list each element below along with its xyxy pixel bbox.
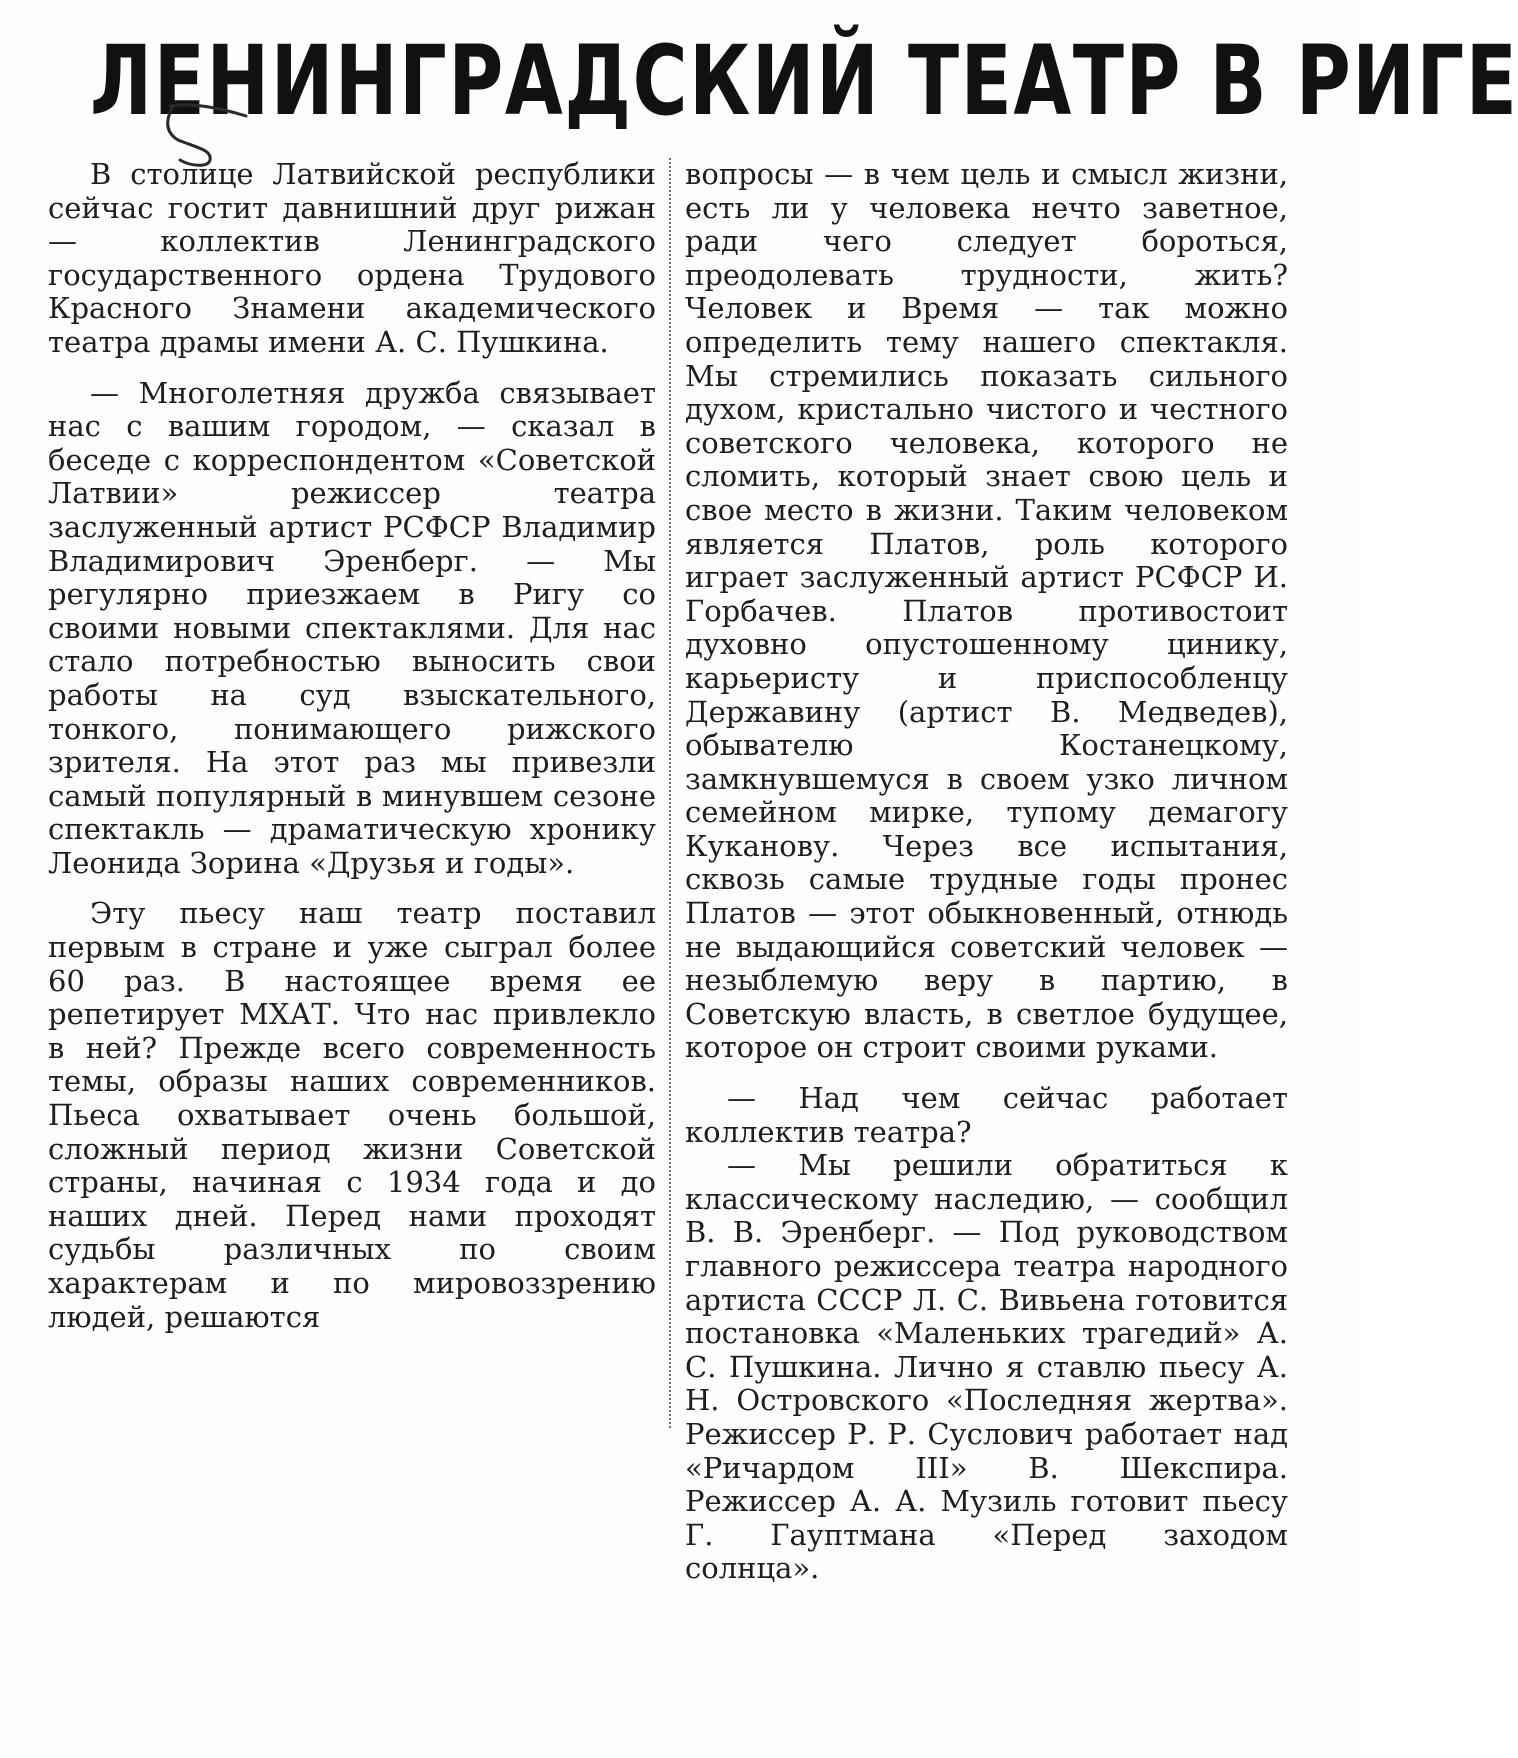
interview-question: — Над чем сейчас работает коллектив театра?	[685, 1081, 1288, 1149]
article-headline: ЛЕНИНГРАДСКИЙ ТЕАТР В РИГЕ	[90, 25, 1518, 137]
article-column-left	[48, 158, 656, 1351]
column-divider	[669, 158, 672, 1428]
paragraph: В столице Латвийской республики сейчас гостит давнишний друг рижан — коллектив Ленинградского государственного ордена Трудового Красного Знамени академического театра драмы имени А. С. Пушкина.	[48, 157, 656, 359]
article-column-right	[685, 158, 1288, 1603]
paragraph: вопросы — в чем цель и смысл жизни, есть ли у человека нечто заветное, ради чего следует бороться, преодолевать трудности, жить? Человек и Время — так можно определить тему нашего спектакля. Мы стремились показать сильного духом, кристально чистого и честного советского человека, которого не сломить, который знает свою цель и свое место в жизни. Таким человеком является Платов, роль которого играет заслуженный артист РСФСР И. Горбачев. Платов противостоит духовно опустошенному цинику, карьеристу и приспособленцу Державину (артист В. Медведев), обывателю Костанецкому, замкнувшемуся в своем узко личном семейном мирке, тупому демагогу Куканову. Через все испытания, сквозь самые трудные годы пронес Платов — этот обыкновенный, отнюдь не выдающийся советский человек — незыблемую веру в партию, в Советскую власть, в светлое будущее, которое он строит своими руками.	[685, 157, 1288, 1065]
paragraph: Эту пьесу наш театр поставил первым в стране и уже сыграл более 60 раз. В настоящее время ее репетирует МХАТ. Что нас привлекло в ней? Прежде всего современность темы, образы наших современников. Пьеса охватывает очень большой, сложный период жизни Советской страны, начиная с 1934 года и до наших дней. Перед нами проходят судьбы различных по своим характерам и по мировоззрению людей, решаются	[48, 896, 656, 1334]
paragraph: — Мы решили обратиться к классическому наследию, — сообщил В. В. Эренберг. — Под руководством главного режиссера театра народного артиста СССР Л. С. Вивьена готовится постановка «Маленьких трагедий» А. С. Пушкина. Лично я ставлю пьесу А. Н. Островского «Последняя жертва». Режиссер Р. Р. Суслович работает над «Ричардом III» В. Шекспира. Режиссер А. А. Музиль готовит пьесу Г. Гауптмана «Перед заходом солнца».	[685, 1148, 1288, 1586]
paragraph: — Многолетняя дружба связывает нас с вашим городом, — сказал в беседе с корреспондентом «Советской Латвии» режиссер театра заслуженный артист РСФСР Владимир Владимирович Эренберг. — Мы регулярно приезжаем в Ригу со своими новыми спектаклями. Для нас стало потребностью выносить свои работы на суд взыскательного, тонкого, понимающего рижского зрителя. На этот раз мы привезли самый популярный в минувшем сезоне спектакль — драматическую хронику Леонида Зорина «Друзья и годы».	[48, 375, 656, 880]
